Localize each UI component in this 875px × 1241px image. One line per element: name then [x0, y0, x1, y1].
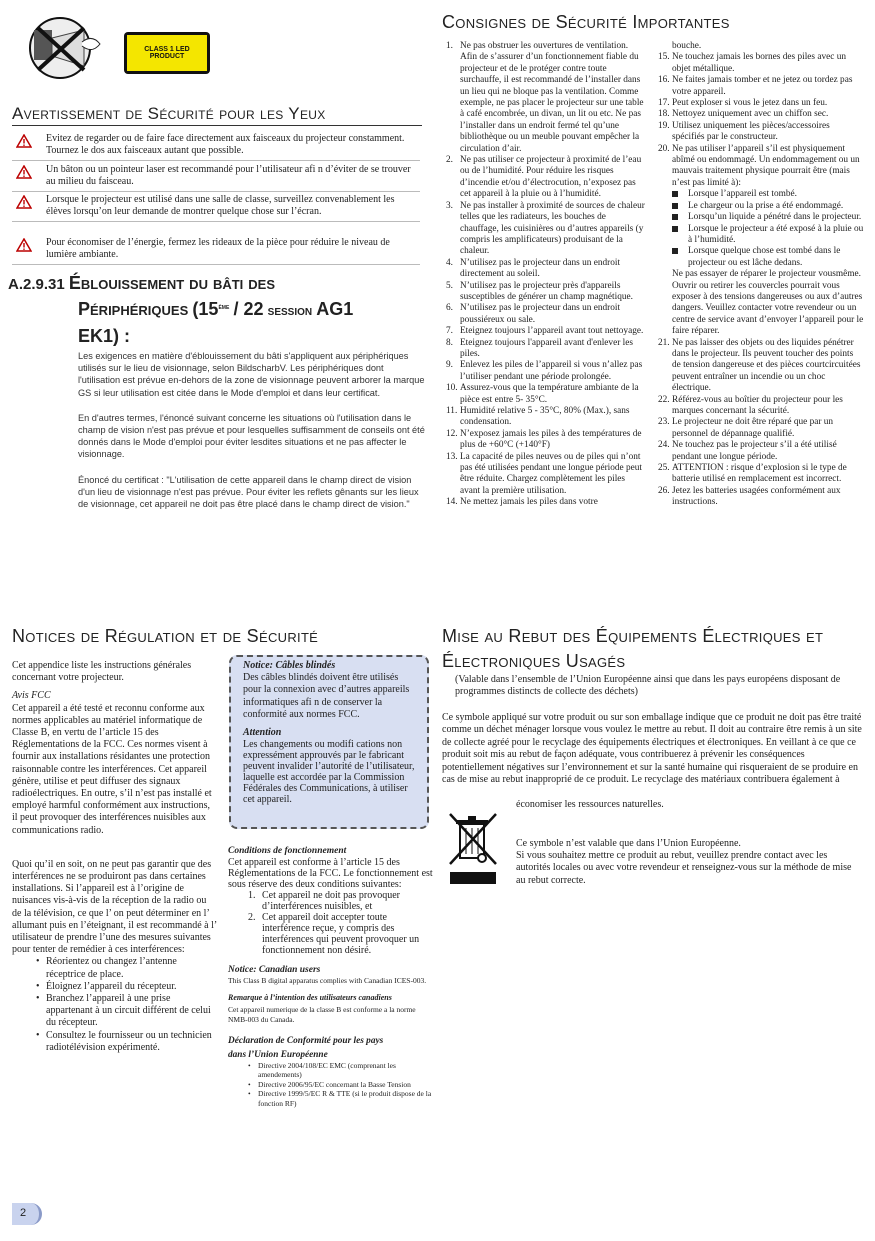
regulation-col2: Conditions de fonctionnement Cet appareil est conforme à l’article 15 des Réglementations de la FCC. Le fonctionnement est sous réserve des deux conditions suivantes: 1. Cet appareil ne doit pas provoquer d’interférences nuisibles, et 2. Cet appareil doit accepter toute interférence reçue, y compris des interférences qui peuvent provoquer un fonctionnement non désiré. Notice: Canadian users This Class B digital apparatus complies with Canadian ICES-003. Remarque à l’intention des utilisateurs canadiens Cet appareil numerique de la classe B est conforme a la norme NMB-003 du Canada. Déclaration de Conformité pour les pays dans l’Union Européenne • Directive 2004/108/EC EMC (comprenant les amendements) • Directive 2006/95/EC concernant la Basse Tension • Directive 1999/5/EC R & TTE (si le produit dispose de la fonction RF) [228, 845, 433, 1108]
disposal-intro: (Valable dans l’ensemble de l’Union Européenne ainsi que dans les pays européens disposant de programmes distincts de collecte des déchets) [455, 674, 841, 698]
safety-item: 6. N’utilisez pas le projecteur dans un endroit poussiéreux ou sale. [446, 303, 621, 325]
list-item: • Directive 2006/95/EC concernant la Basse Tension [246, 1080, 433, 1090]
fcc-measures [34, 956, 217, 1054]
safety-item: 17. Peut exploser si vous le jetez dans un feu. [658, 98, 828, 109]
warning-triangle-icon [16, 238, 32, 252]
fcc-heading: Avis FCC [12, 690, 51, 702]
glare-paragraph: Les exigences en matière d'éblouissement du bâti s'appliquent aux périphériques utilisés sur le lieu de visionnage, selon BildscharbV. Les périphériques dont l'utilisation est prévue en-dehors de la zone de visionnage peuvent arborer la marque GS si leur utilisation est citée dans le Mode d'emploi et dans leur certificat. [78, 351, 425, 398]
safety-item: 9. Enlevez les piles de l’appareil si vous n’allez pas l’utiliser pendant une période prolongée. [446, 360, 643, 382]
safety-item: 13. La capacité de piles neuves ou de piles qui n’ont pas été utilisées pendant une longue période peut être réduite. Chargez complètement les piles avant la première utilisation. [446, 451, 643, 496]
eye-warning-title: Avertissement de Sécurité pour les Yeux [12, 104, 422, 126]
warning-triangle-icon [16, 165, 32, 179]
regulation-col1: Cet appendice liste les instructions générales concernant votre projecteur. Avis FCC Cet appareil a été testé et reconnu conforme aux normes applicables au matériel informatique de Classe B, en vertu de l’article 15 des Réglementations de la FCC. Ces normes visent à fournir aux installations résidantes une protection raisonnable contre les interférences. Cet appareil génère, utilise et peut diffuser des signaux radioélectriques. En outre, s’il n’est pas installé et employé harmful conformément aux instructions, il peut provoquer des interférences nuisibles aux communications radio. Quoi qu’il en soit, on ne peut pas garantir que des interférences ne se produiront pas dans certaines installations. Si l’appareil est à l’origine de nuisances vis-à-vis de la réception de la radio ou de la télévision, ce que l’ on peut déterminer en l’ allumant puis en l’éteignant, il est recommandé à l’ utilisateur de prendre l’une des mesures suivantes pour tenter de remédier à ces interférences: • Réorientez ou changez l’antenne réceptrice de place. • Éloignez l’appareil du récepteur. • Branchez l’appareil à une prise appartenant à un circuit différent de celui du récepteur. • Consultez le fournisseur ou un technicien radiotélévision expérimenté. [12, 660, 217, 1054]
glare-paragraph: En d'autres termes, l'énoncé suivant concerne les situations où l'utilisation dans le champ de vision n'est pas prévue et pour lesquelles suffisamment de conseils ont été donnés dans le Mode d'emploi pour éviter lesdites situations et ne pas affecter le visionnage. [78, 412, 425, 460]
safety-item: 20. Ne pas utiliser l’appareil s’il est physiquement abîmé ou endommagé. Un endommagement ou un mauvais traitement physique pourrait être (mais n’est pas limité à): [658, 143, 860, 188]
glare-paragraph: Énoncé du certificat : "L'utilisation de cette appareil dans le champ direct de vision d'un lieu de visionnage n'est pas prévue. Pour éviter les reflets gênants sur les lieux de visionnage, cet appareil ne doit pas être placé dans le champ direct de vision." [78, 474, 419, 510]
safety-item: 7. Eteignez toujours l’appareil avant tout nettoyage. [446, 326, 644, 337]
weee-bin-icon [446, 810, 502, 886]
safety-item: 19. Utilisez uniquement les pièces/accessoires spécifiés par le constructeur. [658, 120, 830, 143]
list-item: 2. Cet appareil doit accepter toute interférence reçue, y compris des interférences qui peuvent provoquer un fonctionnement non désiré. [248, 912, 420, 957]
safety-item: 22. Référez-vous au boîtier du projecteur pour les marques concernant la sécurité. [658, 394, 843, 416]
eye-warning-item: Lorsque le projecteur est utilisé dans une salle de classe, surveillez convenablement les élèves lorsqu’on leur demande de montrer quelque chose sur l’écran. [12, 192, 420, 222]
safety-title: Consignes de Sécurité Importantes [442, 12, 730, 32]
safety-sublist: Lorsque l’appareil est tombé. Le chargeur ou la prise a été endommagé. Lorsqu’un liquide a pénétré dans le projecteur. Lorsque le projecteur a été exposé à la pluie ou à l’humidité. Lorsque quelque chose est tombé dans le projecteur ou est lâche dedans. [658, 189, 864, 269]
disposal-body: Ce symbole appliqué sur votre produit ou sur son emballage indique que ce produit ne doit pas être traité comme un déchet ménager lorsque vous voulez le mettre au rebut. Il doit au contraire être remis à un site de collecte agréé pour le recyclage des équipements électriques et électroniques. En veillant à ce que ce produit soit mis au rebut de façon adéquate, vous contribuerez à prévenir les conséquences potentiellement négatives sur l’environnement et sur la santé humaine qui risqueraient de se produire en cas de mise au rebut inapproprié de ce produit. Le recyclage des matériaux contribuera également à [442, 712, 862, 786]
conditions-heading: Conditions de fonctionnement [228, 846, 347, 856]
safety-item: 12. N’exposez jamais les piles à des températures de plus de +60°C (+140°F) [446, 428, 642, 451]
safety-item: 15. Ne touchez jamais les bornes des piles avec un objet métallique. [658, 52, 846, 74]
safety-item: 2. Ne pas utiliser ce projecteur à proximité de l’eau ou de l’humidité. Pour réduire les risques d’incendie et/ou d’électrocution, n’exposez pas cet appareil à la pluie ou à l’humidité. [446, 155, 642, 200]
safety-item: 26. Jetez les batteries usagées conformément aux instructions. [658, 485, 841, 508]
list-item: • Directive 1999/5/EC R & TTE (si le produit dispose de la fonction RF) [246, 1089, 433, 1108]
list-item: • Consultez le fournisseur ou un technicien radiotélévision expérimenté. [34, 1030, 217, 1054]
no-stare-pictogram [12, 16, 108, 80]
list-item: • Branchez l’appareil à une prise appartenant à un circuit différent de celui du récepteur. [34, 993, 217, 1030]
glare-heading: A.2.9.31 Éblouissement du bâti des Périphériques (15ème / 22 session AG1 EK1) : [8, 273, 354, 346]
page-number: 2 [20, 1207, 27, 1219]
list-item: • Réorientez ou changez l’antenne réceptrice de place. [34, 956, 217, 980]
safety-item: 1. Ne pas obstruer les ouvertures de ventilation. Afin de s’assurer d’un fonctionnement fiable du projecteur et de le protéger contre toute surchauffe, il est recommandé de l’installer dans un lieu qui ne bloque pas la ventilation. Comme exemple, ne pas placer le projecteur sur une table à café encombrée, un divan, un lit ou etc. Ne pas l’installer dans un endroit fermé tel qu’une bibliothèque ou un meuble pouvant empêcher la circulation d’air. [446, 41, 644, 154]
warning-triangle-icon [16, 195, 32, 209]
glare-body [78, 350, 428, 510]
disposal-title: Mise au Rebut des Équipements Électriques et Électroniques Usagés [442, 626, 824, 671]
safety-item: 18. Nettoyez uniquement avec un chiffon sec. [658, 109, 829, 120]
list-item: • Directive 2004/108/EC EMC (comprenant les amendements) [246, 1061, 433, 1080]
page-number-badge [12, 1203, 42, 1225]
eye-warning-item: Evitez de regarder ou de faire face directement aux faisceaux du projecteur constamment. Tournez le dos aux faisceaux autant que possible. [12, 131, 420, 161]
disposal-body-end: économiser les ressources naturelles. [516, 799, 664, 810]
safety-list-col2: bouche. 15. Ne touchez jamais les bornes des piles avec un objet métallique. 16. Ne faites jamais tomber et ne jetez ou tordez pas votre appareil. 17. Peut exploser si vous le jetez dans un feu. 18. Nettoyez uniquement avec un chiffon sec. 19. Utilisez uniquement les pièces/accessoires spécifiés par le constructeur. 20. Ne pas utiliser l’appareil s’il est physiquement abîmé ou endommagé. Un endommagement ou un mauvais traitement physique pourrait être (mais n’est pas limité à): Lorsque l’appareil est tombé. Le chargeur ou la prise a été endommagé. Lorsqu’un liquide a pénétré dans le projecteur. Lorsque le projecteur a été exposé à la pluie ou à l’humidité. Lorsque quelque chose est tombé dans le projecteur ou est lâche dedans. Ne pas essayer de réparer le projecteur vousmême. Ouvrir ou retirer les couvercles pourrait vous exposer à des tensions dangereuses ou aux d’autres dangers. Veuillez contacter votre revendeur ou un centre de service avant d’envoyer l’appareil pour le faire réparer. 21. Ne pas laisser des objets ou des liquides pénétrer dans le projecteur. Ils peuvent toucher des points de tension dangereuse et des pièces courtcircuitées peuvent entraîner un incendie ou un choc électrique. 22. Référez-vous au boîtier du projecteur pour les marques concernant la sécurité. 23. Le projecteur ne doit être réparé que par un personnel de dépannage qualifié. 24. Ne touchez pas le projecteur s’il a été utilisé pendant une longue période. 25. ATTENTION : risque d’explosion si le type de batterie utilisé en remplacement est incorrect. 26. Jetez les batteries usagées conformément aux instructions. [658, 41, 864, 508]
safety-item: 3. Ne pas installer à proximité de sources de chaleur telles que les radiateurs, les bouches de chauffage, les cuisinières ou d’autres appareils (y compris les amplificateurs) produisant de la chaleur. [446, 200, 645, 257]
safety-item: 16. Ne faites jamais tomber et ne jetez ou tordez pas votre appareil. [658, 75, 853, 97]
safety-item: 8. Eteignez toujours l'appareil avant d'enlever les piles. [446, 337, 633, 359]
safety-item: 25. ATTENTION : risque d’explosion si le type de batterie utilisé en remplacement est incorrect. [658, 463, 847, 485]
safety-item: 10. Assurez-vous que la température ambiante de la pièce est entre 5- 35°C. [446, 383, 639, 405]
safety-item: 24. Ne touchez pas le projecteur s’il a été utilisé pendant une longue période. [658, 440, 837, 462]
safety-list-col1 [446, 41, 646, 509]
safety-item: 11. Humidité relative 5 - 35°C, 80% (Max.), sans condensation. [446, 406, 630, 428]
warning-triangle-icon [16, 134, 32, 148]
safety-item: 14. Ne mettez jamais les piles dans votre [446, 497, 598, 508]
eye-warning-item: Pour économiser de l’énergie, fermez les rideaux de la pièce pour réduire le niveau de lumière ambiante. [12, 235, 420, 265]
regulation-title: Notices de Régulation et de Sécurité [12, 626, 319, 646]
eye-warning-item: Un bâton ou un pointeur laser est recommandé pour l’utilisateur afi n d’éviter de se trouver au milieu du faisceau. [12, 162, 420, 192]
list-item: 1. Cet appareil ne doit pas provoquer d’interférences nuisibles, et [248, 890, 401, 913]
glare-section-number: A.2.9.31 [8, 276, 65, 293]
canadian-heading: Notice: Canadian users [228, 965, 321, 976]
disposal-eu-note: Ce symbole n’est valable que dans l’Union Européenne. Si vous souhaitez mettre ce produit au rebut, veuillez prendre contact avec les autorités locales ou avec votre revendeur et renseignez-vous sur la méthode de mise au rebut correcte. [516, 838, 852, 886]
safety-item: 23. Le projecteur ne doit être réparé que par un personnel de dépannage qualifié. [658, 417, 834, 439]
safety-item: 21. Ne pas laisser des objets ou des liquides pénétrer dans le projecteur. Ils peuvent toucher des points de tension dangereuse et des pièces courtcircuitées peuvent entraîner un incendie ou un choc électrique. [658, 337, 861, 394]
safety-item: 4. N’utilisez pas le projecteur dans un endroit directement au soleil. [446, 257, 621, 280]
safety-note: Ne pas essayer de réparer le projecteur vousmême. Ouvrir ou retirer les couvercles pourrait vous exposer à des tensions dangereuses ou aux d’autres dangers. Veuillez contacter votre revendeur ou un centre de service avant d’envoyer l’appareil pour le faire réparer. [672, 269, 864, 337]
safety-item: 5. N’utilisez pas le projecteur près d'appareils susceptibles de générer un champ magnétique. [446, 280, 633, 302]
eu-declaration-heading: Déclaration de Conformité pour les pays [228, 1035, 384, 1046]
class1-led-badge: CLASS 1 LED PRODUCT [124, 32, 210, 74]
shielded-cables-notice: Notice: Câbles blindés Des câbles blindés doivent être utilisés pour la connexion avec d’autres appareils informatiques afi n de conserver la conformité aux normes FCC. Attention Les changements ou modifi cations non expressément approuvés par le fabricant peuvent invalider l’autorité de l’utilisateur, laquelle est accordée par la Commission Fédérales des Communications, à utiliser cet appareil. [229, 655, 429, 829]
list-item: • Éloignez l’appareil du récepteur. [34, 981, 217, 993]
